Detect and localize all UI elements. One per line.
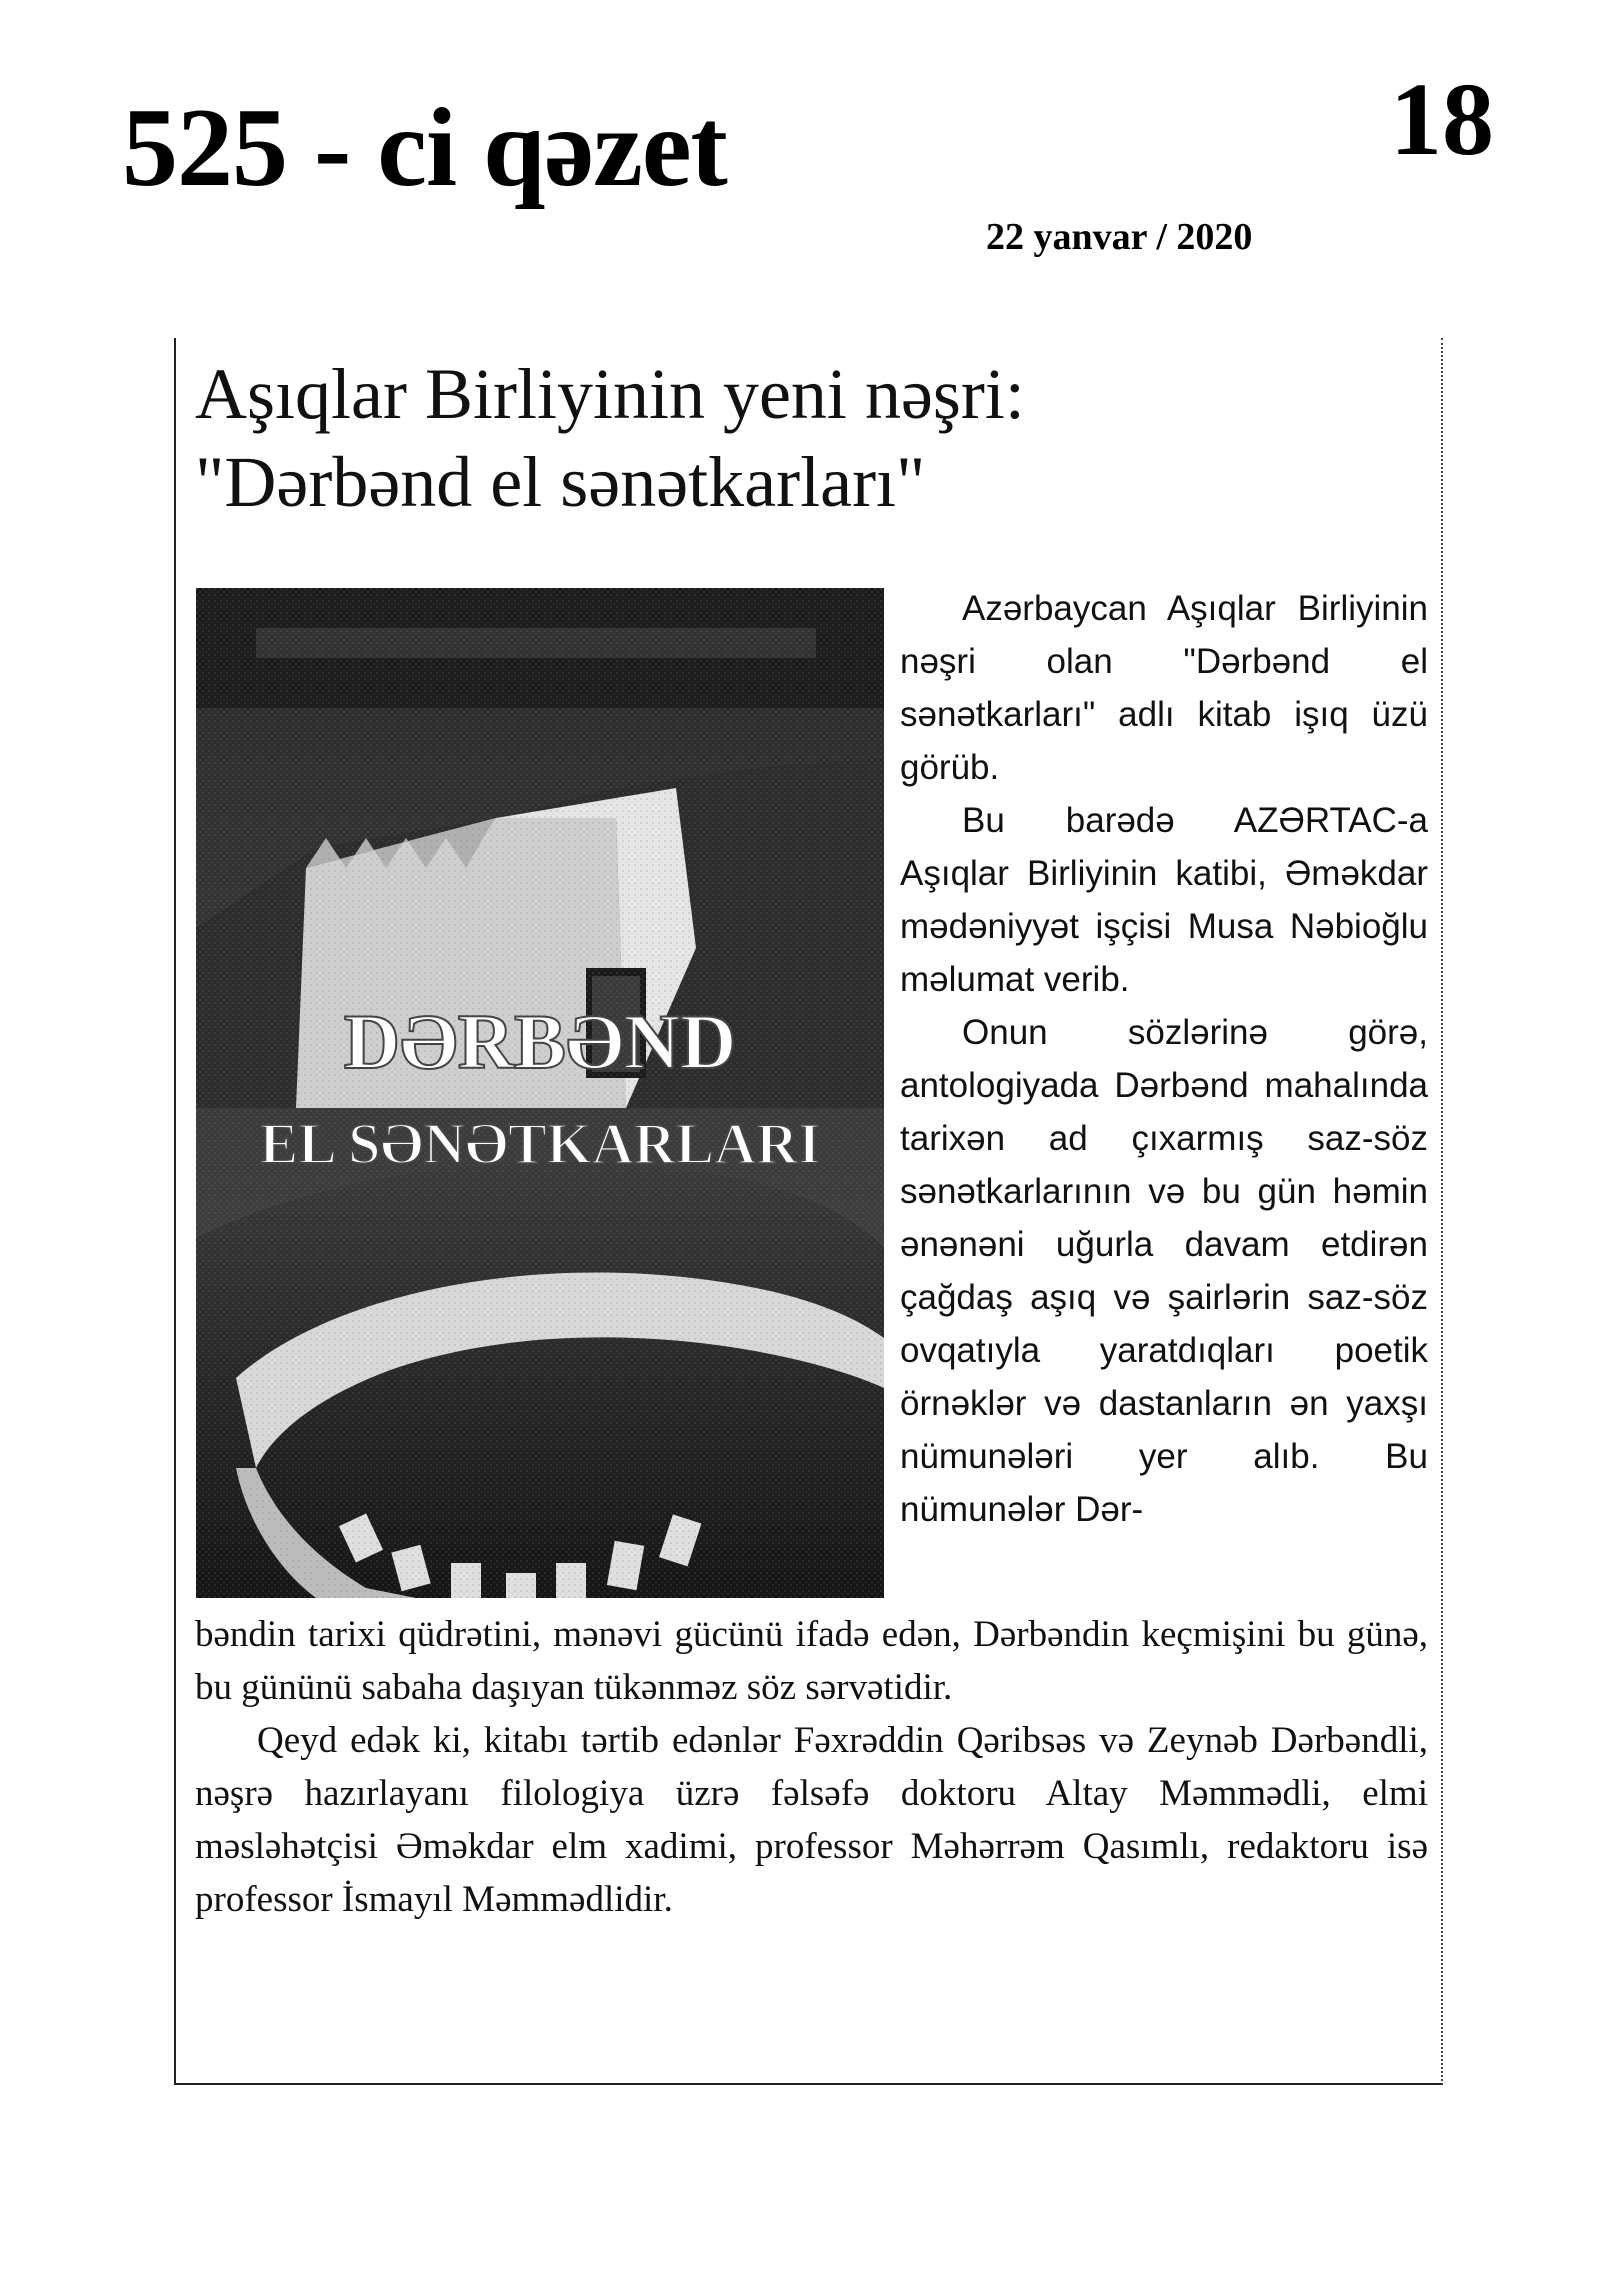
headline-line-1: Aşıqlar Birliyinin yeni nəşri: [195, 354, 1025, 434]
book-cover-illustration [196, 588, 884, 1598]
page-number: 18 [1390, 62, 1494, 177]
paragraph-1: Azərbaycan Aşıqlar Birliyinin nəşri olan "Dərbənd el sənətkarları" adlı kitab işıq üzü görüb. [900, 589, 1428, 787]
paragraph-3: Onun sözlərinə görə, antologiyada Dərbənd mahalında tarixən ad çıxarmış saz-söz sənətkarlarının və bu gün həmin ənənəni uğurla davam etdirən çağdaş aşıq və şairlərin saz-söz ovqatıyla yaratdıqları poetik örnəklər və dastanların ən yaxşı nümunələri yer alıb. Bu nümunələr Dər- [900, 1013, 1428, 1529]
paragraph-2: Bu barədə AZƏRTAC-a Aşıqlar Birliyinin katibi, Əməkdar mədəniyyət işçisi Musa Nəbioğlu məlumat verib. [900, 801, 1428, 999]
issue-date: 22 yanvar / 2020 [986, 216, 1253, 258]
newspaper-masthead: 525 - ci qəzet [122, 86, 727, 210]
article-column-text [900, 582, 1428, 1536]
headline-line-2: "Dərbənd el sənətkarları" [195, 442, 926, 522]
paragraph-3-continuation: bəndin tarixi qüdrətini, mənəvi gücünü ifadə edən, Dərbəndin keçmişini bu günə, bu gününü sabaha daşıyan tükənməz söz sərvətidir. [195, 1614, 1428, 1708]
cover-title-line-2: EL SƏNƏTKARLARI [259, 1111, 821, 1176]
cover-title-line-1: DƏRBƏND [343, 998, 737, 1085]
paragraph-4: Qeyd edək ki, kitabı tərtib edənlər Fəxrəddin Qəribsəs və Zeynəb Dərbəndli, nəşrə hazırlayanı filologiya üzrə fəlsəfə doktoru Altay Məmmədli, elmi məsləhətçisi Əməkdar elm xadimi, professor Məhərrəm Qasımlı, redaktoru isə professor İsmayıl Məmmədlidir. [195, 1720, 1428, 1920]
article-headline [195, 350, 1425, 526]
article-full-width-text [195, 1608, 1428, 1926]
book-cover-image [196, 588, 884, 1598]
